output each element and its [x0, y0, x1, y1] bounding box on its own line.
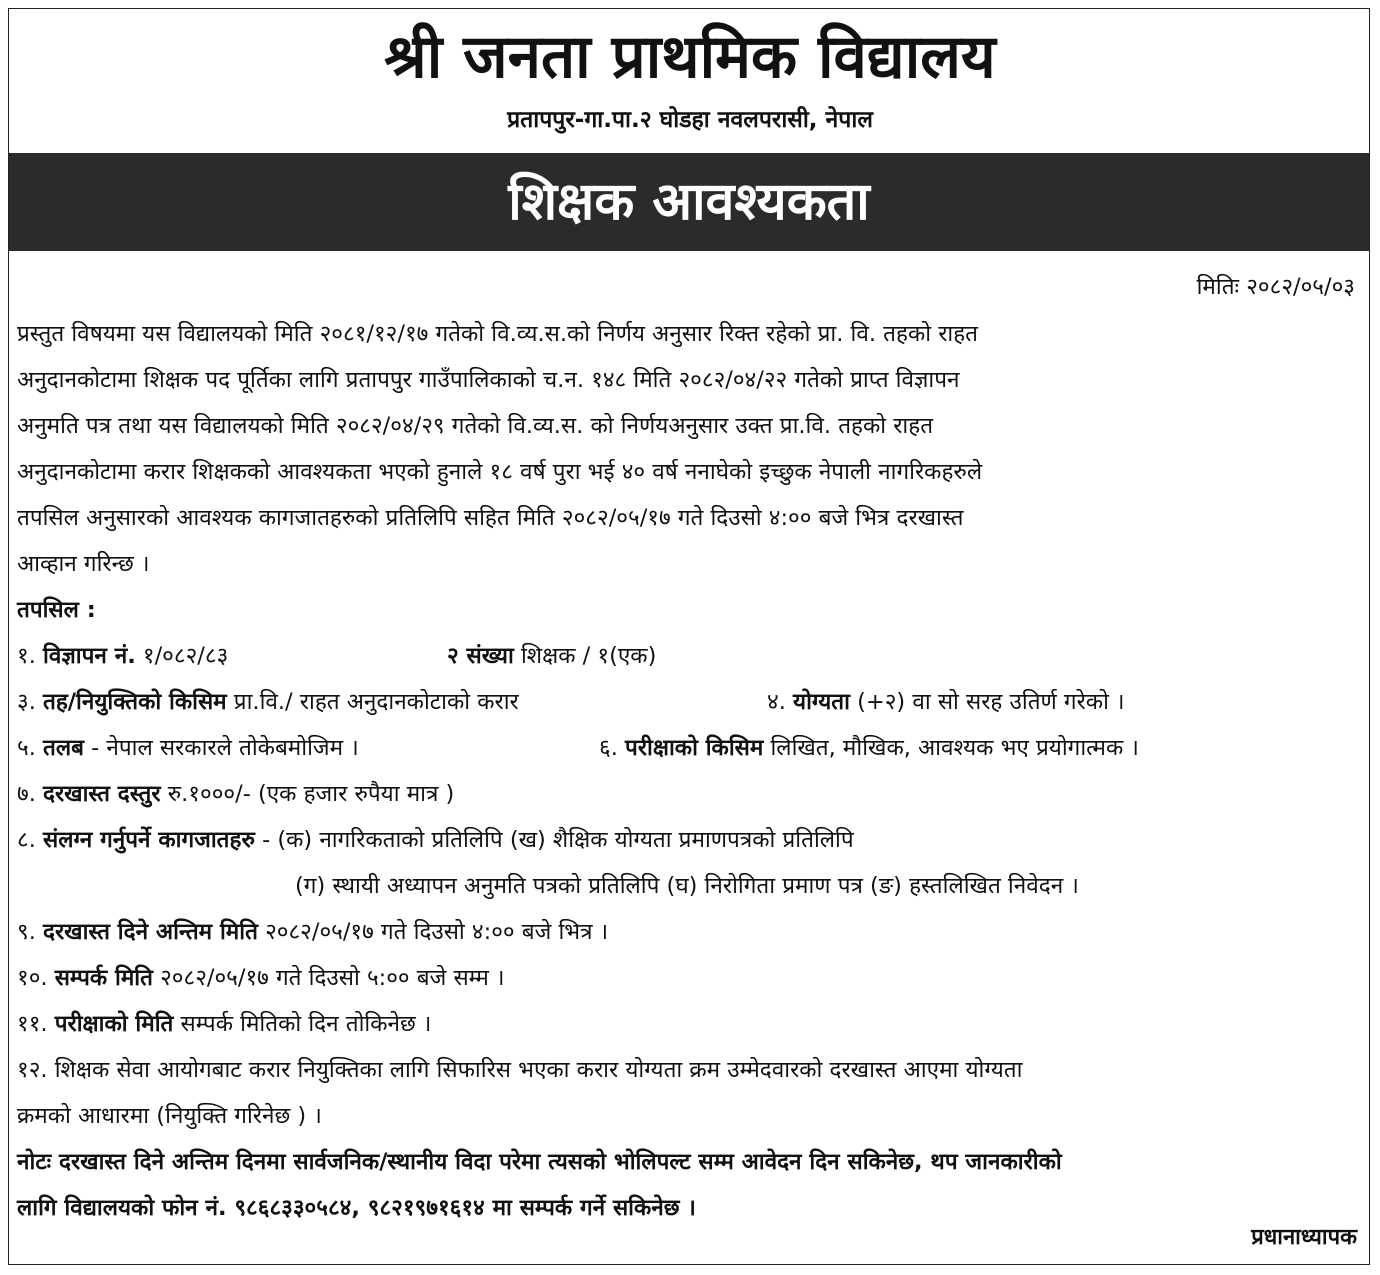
item-documents: ८. संलग्न गर्नुपर्ने कागजातहरु - (क) नागरिकताको प्रतिलिपि (ख) शैक्षिक योग्यता प्रमाणपत्रको प्रतिलिपि	[17, 827, 854, 853]
notice-frame	[8, 8, 1370, 1265]
tapsil-heading: तपसिल :	[17, 597, 96, 623]
paragraph-line: अनुदानकोटामा शिक्षक पद पूर्तिका लागि प्रतापपुर गाउँपालिकाको च.न. १४८ मिति २०८२/०४/२२ गतेको प्राप्त विज्ञापन	[17, 367, 960, 393]
item-exam-type: ६. परीक्षाको किसिम लिखित, मौखिक, आवश्यक भए प्रयोगात्मक ।	[599, 735, 1139, 761]
item-contact-date: १०. सम्पर्क मिति २०८२/०५/१७ गते दिउसो ५:०० बजे सम्म ।	[17, 965, 505, 991]
school-address: प्रतापपुर-गा.पा.२ घोडहा नवलपरासी, नेपाल	[507, 107, 873, 133]
item-fee: ७. दरखास्त दस्तुर रु.१०००/- (एक हजार रुपैया मात्र )	[17, 781, 455, 807]
item-documents-continued: (ग) स्थायी अध्यापन अनुमति पत्रको प्रतिलिपि (घ) निरोगिता प्रमाण पत्र (ङ) हस्तलिखित निवेदन ।	[295, 873, 1079, 899]
title-banner	[9, 153, 1369, 251]
notice-date: मितिः २०८२/०५/०३	[1196, 274, 1355, 300]
paragraph-line: तपसिल अनुसारको आवश्यक कागजातहरुको प्रतिलिपि सहित मिति २०८२/०५/१७ गते दिउसो ४:०० बजे भित्र दरखास्त	[17, 505, 964, 531]
paragraph-line: प्रस्तुत विषयमा यस विद्यालयको मिति २०८१/१२/१७ गतेको वि.व्य.स.को निर्णय अनुसार रिक्त रहेको प्रा. वि. तहको राहत	[17, 321, 979, 347]
item-commission-note-continued: क्रमको आधारमा (नियुक्ति गरिनेछ ) ।	[17, 1103, 322, 1129]
item-qualification: ४. योग्यता (+२) वा सो सरह उतिर्ण गरेको ।	[767, 689, 1125, 715]
paragraph-line: आव्हान गरिन्छ ।	[17, 551, 150, 577]
item-deadline: ९. दरखास्त दिने अन्तिम मिति २०८२/०५/१७ गते दिउसो ४:०० बजे भित्र ।	[17, 919, 609, 945]
item-exam-date: ११. परीक्षाको मिति सम्पर्क मितिको दिन तोकिनेछ ।	[17, 1011, 432, 1037]
item-level-type: ३. तह/नियुक्तिको किसिम प्रा.वि./ राहत अनुदानकोटाको करार	[17, 689, 519, 715]
paragraph-line: अनुमति पत्र तथा यस विद्यालयको मिति २०८२/०४/२९ गतेको वि.व्य.स. को निर्णयअनुसार उक्त प्रा.वि. तहको राहत	[17, 413, 934, 439]
banner-title: शिक्षक आवश्यकता	[508, 172, 870, 232]
item-quantity: २ संख्या शिक्षक / १(एक)	[447, 643, 657, 669]
intro-paragraph	[17, 311, 1357, 587]
note-line-continued: लागि विद्यालयको फोन नं. ९८६८३३०५८४, ९८२१९७१६१४ मा सम्पर्क गर्ने सकिनेछ ।	[17, 1195, 696, 1221]
note-line: नोटः दरखास्त दिने अन्तिम दिनमा सार्वजनिक/स्थानीय विदा परेमा त्यसको भोलिपल्ट सम्म आवेदन दिन सकिनेछ, थप जानकारीको	[17, 1149, 1062, 1175]
item-commission-note: १२. शिक्षक सेवा आयोगबाट करार नियुक्तिका लागि सिफारिस भएका करार योग्यता क्रम उम्मेदवारको दरखास्त आएमा योग्यता	[17, 1057, 1023, 1083]
item-salary: ५. तलब - नेपाल सरकारले तोकेबमोजिम ।	[17, 735, 359, 761]
school-name: श्री जनता प्राथमिक विद्यालय	[384, 22, 996, 92]
paragraph-line: अनुदानकोटामा करार शिक्षकको आवश्यकता भएको हुनाले १८ वर्ष पुरा भई ४० वर्ष ननाघेको इच्छुक नेपाली नागरिकहरुले	[17, 459, 983, 485]
item-advert-number: १. विज्ञापन नं. १/०८२/८३	[17, 643, 229, 669]
signature-title: प्रधानाध्यापक	[1251, 1225, 1357, 1250]
